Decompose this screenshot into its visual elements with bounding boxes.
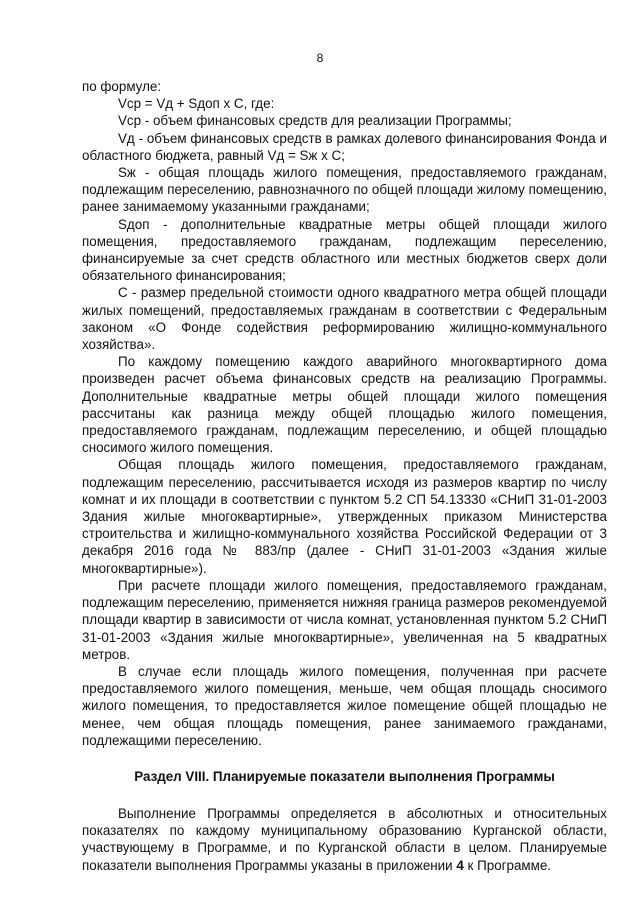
paragraph-total-area: Общая площадь жилого помещения, предоставляемого гражданам, подлежащим переселению, рассчитывается исходя из размеров квартир по числу комнат и их площади в соответствии с пунктом 5.2 СП 54.13330 «СНиП 31-01-2003 Здания жилые многоквартирные», утвержденных приказом Министерства строительства и жилищно-коммунального хозяйства Российской Федерации от 3 декабря 2016 года № 883/пр (далее - СНиП 31-01-2003 «Здания жилые многоквартирные»). <box>82 457 607 576</box>
paragraph-definition-sdop: Sдоп - дополнительные квадратные метры общей площади жилого помещения, предоставляемого гражданам, подлежащим переселению, финансируемые за счет средств областного или местных бюджетов сверх доли обязательного финансирования; <box>82 216 607 284</box>
document-body <box>82 78 607 874</box>
paragraph-definition-vsr: Vср - объем финансовых средств для реализации Программы; <box>118 113 512 129</box>
paragraph-formula: Vср = Vд + Sдоп х С, где: <box>118 96 275 112</box>
paragraph-definition-vd: Vд - объем финансовых средств в рамках долевого финансирования Фонда и областного бюджета, равный Vд = Sж х С; <box>82 130 607 163</box>
section-text-after: к Программе. <box>463 857 552 873</box>
paragraph-area-calculation: При расчете площади жилого помещения, предоставляемого гражданам, подлежащим переселению, применяется нижняя граница размеров рекомендуемой площади квартир в зависимости от числа комнат, установленная пунктом 5.2 СНиП 31-01-2003 «Здания жилые многоквартирные», увеличенная на 5 квадратных метров. <box>82 577 607 662</box>
paragraph-area-exception: В случае если площадь жилого помещения, полученная при расчете предоставляемого жилого помещения, меньше, чем общая площадь сносимого жилого помещения, то предоставляется жилое помещение общей площадью не менее, чем общая площадь помещения, ранее занимаемого гражданами, подлежащими переселению. <box>82 663 607 748</box>
paragraph-definition-szh: Sж - общая площадь жилого помещения, предоставляемого гражданам, подлежащим переселению, равнозначного по общей площади жилому помещению, ранее занимаемому указанными гражданами; <box>82 165 607 215</box>
page-number: 8 <box>316 51 324 65</box>
section-text-before: Выполнение Программы определяется в абсолютных и относительных показателях по каждому муниципальному образованию Курганской области, участвующему в Программе, и по Курганской области в целом. Планируемые показатели выполнения Программы указаны в приложении <box>82 805 607 873</box>
paragraph-calculation: По каждому помещению каждого аварийного многоквартирного дома произведен расчет объема финансовых средств на реализацию Программы. Дополнительные квадратные метры общей площади жилого помещения рассчитаны как разница между общей площадью жилого помещения, предоставляемого гражданам, подлежащим переселению, и общей площадью сносимого жилого помещения. <box>82 354 607 456</box>
paragraph-formula-intro: по формуле: <box>82 79 162 94</box>
paragraph-section-viii <box>82 805 607 874</box>
appendix-number: 4 <box>456 857 464 873</box>
paragraph-definition-c: С - размер предельной стоимости одного квадратного метра общей площади жилых помещений, предоставляемых гражданам в соответствии с Федеральным законом «О Фонде содействия реформированию жилищно-коммунального хозяйства». <box>82 285 607 353</box>
section-heading: Раздел VIII. Планируемые показатели выполнения Программы <box>134 768 555 784</box>
